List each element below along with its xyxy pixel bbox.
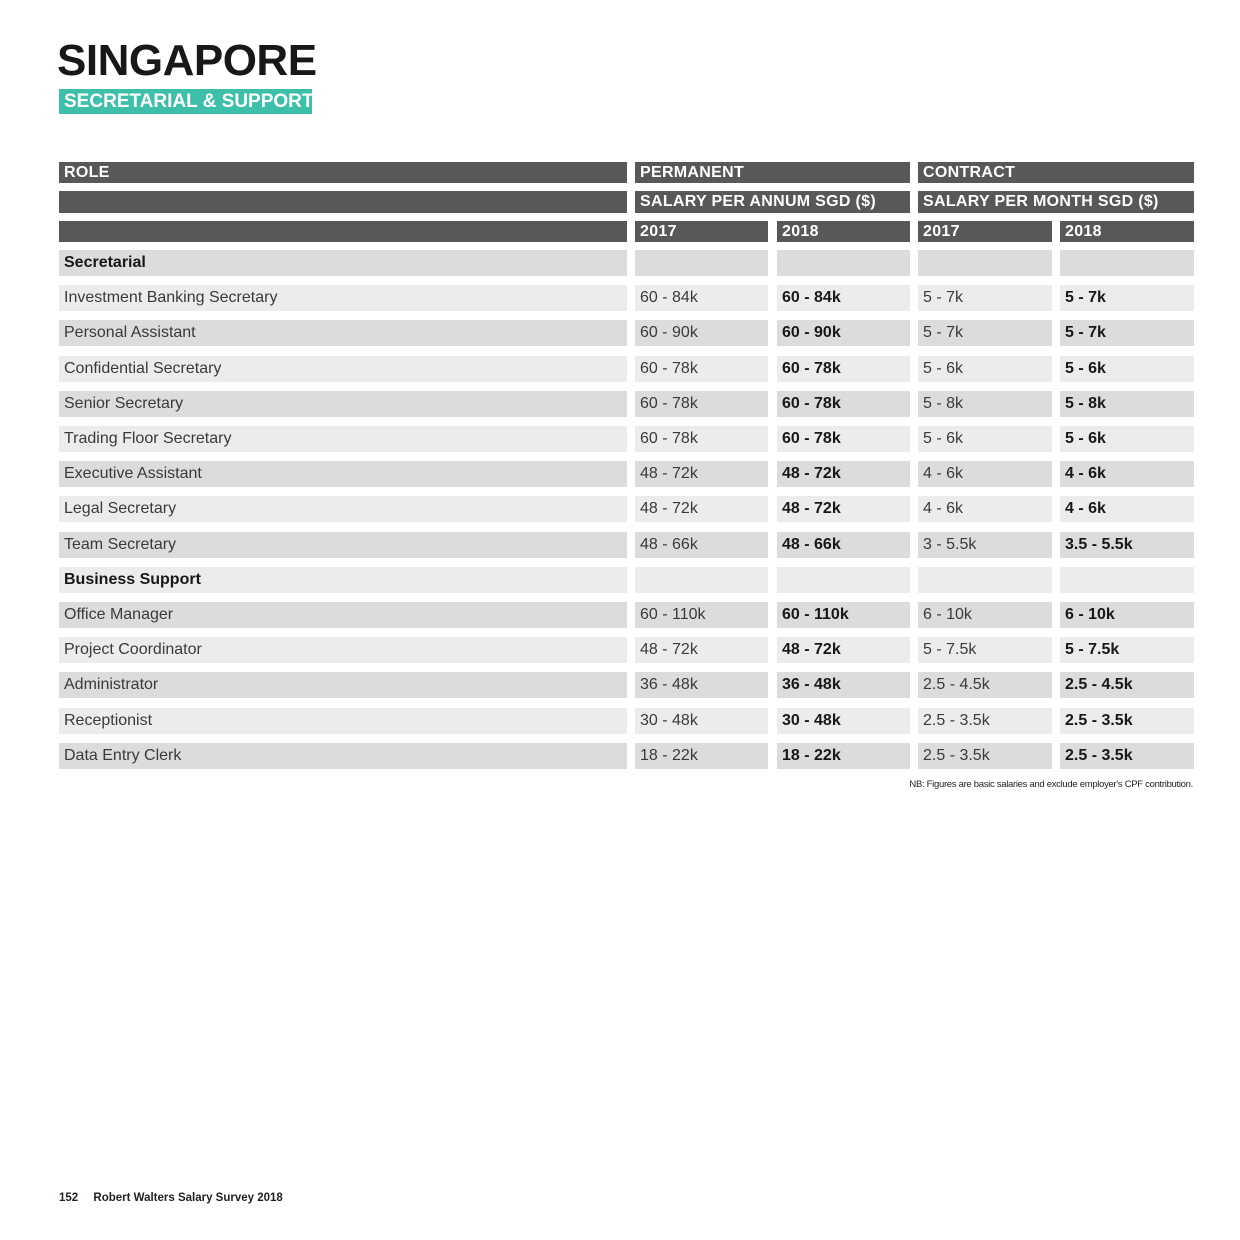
publication-name: Robert Walters Salary Survey 2018	[93, 1192, 283, 1204]
category-header: Business Support	[59, 567, 627, 593]
salary-cell-perm-2018: 48 - 72k	[777, 637, 910, 663]
salary-cell-perm-2017: 18 - 22k	[635, 743, 768, 769]
salary-cell-perm-2017: 60 - 78k	[635, 426, 768, 452]
role-name-cell: Confidential Secretary	[59, 356, 627, 382]
category-blank-cell	[1060, 250, 1194, 276]
role-name-cell: Office Manager	[59, 602, 627, 628]
header-permanent-unit: SALARY PER ANNUM SGD ($)	[635, 191, 910, 213]
header-permanent: PERMANENT	[635, 162, 910, 183]
role-name-cell: Senior Secretary	[59, 391, 627, 417]
salary-cell-perm-2017: 48 - 72k	[635, 461, 768, 487]
header-perm-2017: 2017	[635, 221, 768, 242]
salary-cell-perm-2017: 48 - 72k	[635, 637, 768, 663]
role-name-cell: Administrator	[59, 672, 627, 698]
salary-cell-perm-2018: 60 - 78k	[777, 426, 910, 452]
salary-cell-cont-2017: 5 - 8k	[918, 391, 1052, 417]
salary-cell-perm-2018: 48 - 72k	[777, 496, 910, 522]
header-role-blank-2	[59, 221, 627, 242]
page-number: 152	[59, 1192, 79, 1204]
section-subtitle: SECRETARIAL & SUPPORT	[59, 89, 312, 114]
salary-cell-cont-2017: 5 - 7k	[918, 285, 1052, 311]
salary-cell-perm-2018: 30 - 48k	[777, 708, 910, 734]
salary-cell-cont-2018: 2.5 - 4.5k	[1060, 672, 1194, 698]
salary-cell-cont-2017: 5 - 6k	[918, 426, 1052, 452]
salary-cell-cont-2018: 5 - 7.5k	[1060, 637, 1194, 663]
role-name-cell: Team Secretary	[59, 532, 627, 558]
salary-cell-cont-2017: 4 - 6k	[918, 496, 1052, 522]
category-header: Secretarial	[59, 250, 627, 276]
salary-cell-cont-2017: 4 - 6k	[918, 461, 1052, 487]
salary-cell-perm-2018: 18 - 22k	[777, 743, 910, 769]
salary-cell-cont-2018: 2.5 - 3.5k	[1060, 708, 1194, 734]
footnote: NB: Figures are basic salaries and exclude employer's CPF contribution.	[909, 779, 1193, 790]
salary-cell-perm-2018: 60 - 110k	[777, 602, 910, 628]
salary-cell-perm-2017: 60 - 110k	[635, 602, 768, 628]
header-role: ROLE	[59, 162, 627, 183]
category-blank-cell	[1060, 567, 1194, 593]
salary-cell-cont-2017: 5 - 7k	[918, 320, 1052, 346]
category-blank-cell	[777, 567, 910, 593]
salary-cell-perm-2017: 60 - 90k	[635, 320, 768, 346]
salary-cell-cont-2018: 4 - 6k	[1060, 461, 1194, 487]
header-contract: CONTRACT	[918, 162, 1194, 183]
salary-cell-cont-2017: 5 - 6k	[918, 356, 1052, 382]
salary-cell-cont-2018: 5 - 6k	[1060, 426, 1194, 452]
role-name-cell: Trading Floor Secretary	[59, 426, 627, 452]
header-contract-unit: SALARY PER MONTH SGD ($)	[918, 191, 1194, 213]
salary-cell-perm-2017: 48 - 72k	[635, 496, 768, 522]
salary-cell-cont-2018: 5 - 8k	[1060, 391, 1194, 417]
salary-cell-perm-2017: 48 - 66k	[635, 532, 768, 558]
salary-cell-perm-2018: 48 - 66k	[777, 532, 910, 558]
salary-cell-cont-2018: 2.5 - 3.5k	[1060, 743, 1194, 769]
category-blank-cell	[918, 250, 1052, 276]
role-name-cell: Personal Assistant	[59, 320, 627, 346]
salary-cell-perm-2017: 60 - 78k	[635, 391, 768, 417]
page-title: SINGAPORE	[57, 36, 317, 85]
salary-cell-perm-2018: 48 - 72k	[777, 461, 910, 487]
salary-cell-cont-2018: 6 - 10k	[1060, 602, 1194, 628]
category-blank-cell	[635, 250, 768, 276]
salary-cell-cont-2017: 2.5 - 3.5k	[918, 743, 1052, 769]
header-role-blank	[59, 191, 627, 213]
salary-cell-perm-2017: 60 - 84k	[635, 285, 768, 311]
salary-cell-cont-2018: 5 - 6k	[1060, 356, 1194, 382]
salary-cell-cont-2017: 3 - 5.5k	[918, 532, 1052, 558]
salary-cell-cont-2017: 5 - 7.5k	[918, 637, 1052, 663]
role-name-cell: Data Entry Clerk	[59, 743, 627, 769]
salary-cell-perm-2018: 60 - 84k	[777, 285, 910, 311]
header-cont-2018: 2018	[1060, 221, 1194, 242]
category-blank-cell	[777, 250, 910, 276]
category-blank-cell	[635, 567, 768, 593]
role-name-cell: Receptionist	[59, 708, 627, 734]
salary-cell-cont-2018: 5 - 7k	[1060, 285, 1194, 311]
salary-cell-perm-2018: 60 - 90k	[777, 320, 910, 346]
salary-cell-cont-2017: 6 - 10k	[918, 602, 1052, 628]
salary-cell-cont-2017: 2.5 - 4.5k	[918, 672, 1052, 698]
salary-cell-perm-2017: 60 - 78k	[635, 356, 768, 382]
salary-cell-cont-2018: 3.5 - 5.5k	[1060, 532, 1194, 558]
role-name-cell: Investment Banking Secretary	[59, 285, 627, 311]
header-perm-2018: 2018	[777, 221, 910, 242]
salary-cell-cont-2018: 5 - 7k	[1060, 320, 1194, 346]
role-name-cell: Legal Secretary	[59, 496, 627, 522]
page-footer	[59, 1192, 283, 1204]
header-cont-2017: 2017	[918, 221, 1052, 242]
role-name-cell: Executive Assistant	[59, 461, 627, 487]
role-name-cell: Project Coordinator	[59, 637, 627, 663]
category-blank-cell	[918, 567, 1052, 593]
salary-cell-perm-2017: 30 - 48k	[635, 708, 768, 734]
salary-cell-perm-2018: 60 - 78k	[777, 391, 910, 417]
salary-cell-perm-2018: 36 - 48k	[777, 672, 910, 698]
salary-cell-cont-2017: 2.5 - 3.5k	[918, 708, 1052, 734]
salary-cell-perm-2018: 60 - 78k	[777, 356, 910, 382]
salary-cell-perm-2017: 36 - 48k	[635, 672, 768, 698]
salary-cell-cont-2018: 4 - 6k	[1060, 496, 1194, 522]
